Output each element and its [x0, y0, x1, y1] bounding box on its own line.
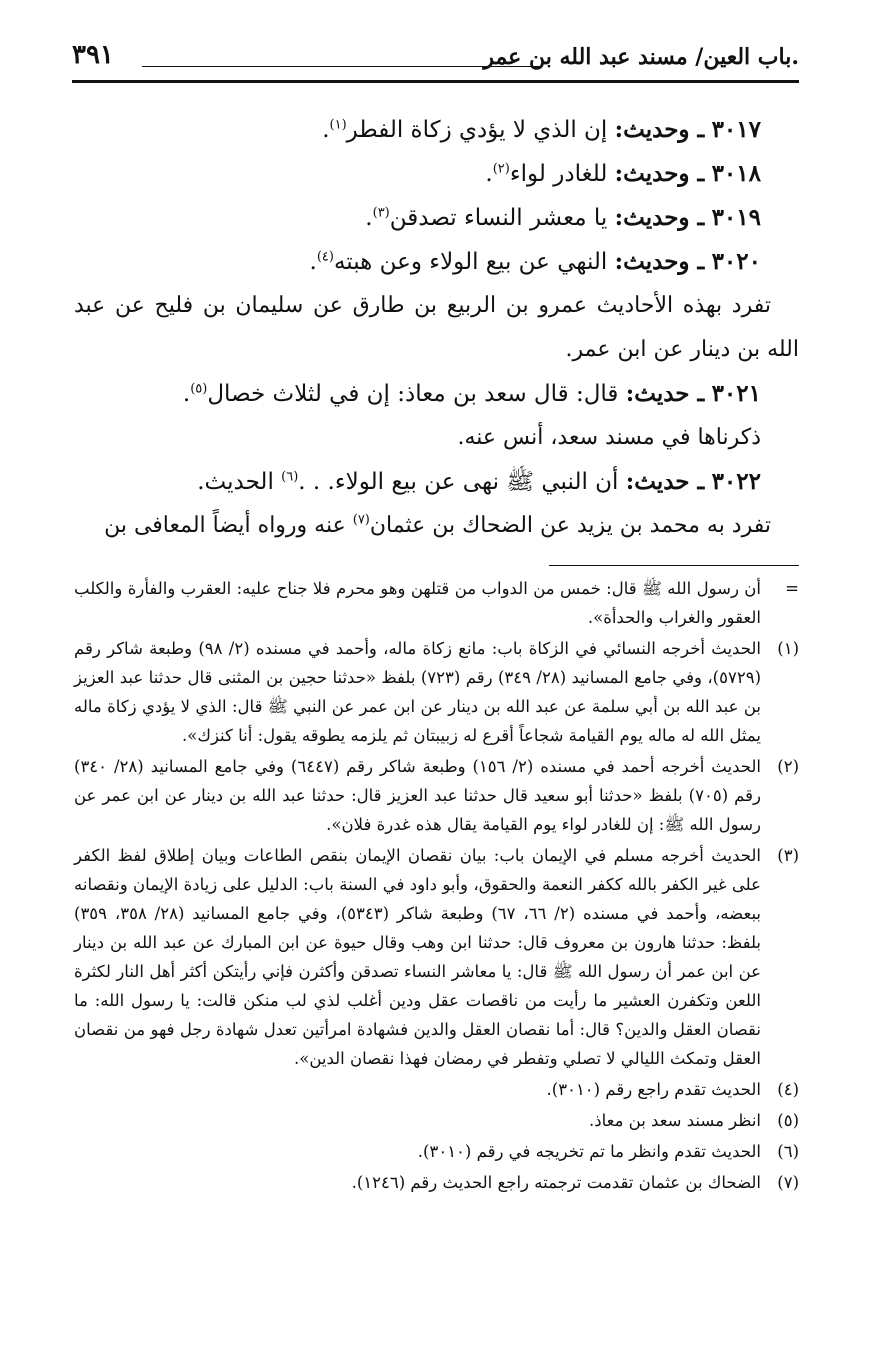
footnote-text: الحديث أخرجه أحمد في مسنده (٢/ ١٥٦) وطبعة شاكر رقم (٦٤٤٧) وفي جامع المسانيد (٢٨/ ٣٤٠) رقم (٧٠٥) بلفظ «حدثنا أبو سعيد قال حدثنا عبد العزيز قال: حدثنا عبد الله بن دينار عن ابن عمر عن رسول الله ﷺ: إن للغادر لواء يوم القيامة يقال هذه غدرة فلان».: [74, 757, 761, 834]
footnote: [74, 1137, 799, 1166]
footnote-ref: (١): [329, 117, 347, 133]
hadith-text: للغادر لواء: [509, 161, 608, 187]
hadith-text-end: الحديث.: [197, 469, 274, 495]
hadith-entry: [74, 108, 799, 152]
footnote-separator: [549, 565, 799, 566]
main-text: [74, 108, 799, 548]
footnote: [74, 574, 799, 632]
hadith-entry: [74, 152, 799, 196]
hadith-label: ـ وحديث:: [614, 204, 705, 231]
footnote-marker: (٥): [777, 1111, 799, 1130]
footnote-ref: (٢): [492, 161, 510, 177]
hadith-entry: [74, 460, 799, 504]
footnote-ref: (٣): [372, 205, 390, 221]
footnote-marker: (٣): [777, 846, 799, 865]
commentary-paragraph: [74, 504, 799, 548]
footnote: [74, 841, 799, 1073]
footnote-marker: =: [785, 579, 799, 598]
hadith-number: ٣٠١٨: [711, 160, 761, 187]
hadith-number: ٣٠٢٠: [711, 248, 761, 275]
hadith-text: النهي عن بيع الولاء وعن هبته: [333, 249, 608, 275]
footnote-marker: (٢): [777, 757, 799, 776]
footnote-text: الحديث تقدم راجع رقم (٣٠١٠).: [546, 1080, 761, 1099]
hadith-entry: [74, 240, 799, 284]
hadith-end: .: [182, 381, 191, 407]
footnote-ref: (٥): [190, 381, 208, 397]
hadith-text: إن الذي لا يؤدي زكاة الفطر: [346, 117, 608, 143]
paragraph-text-end: عنه ورواه أيضاً المعافى بن: [104, 513, 346, 538]
footnote-text: أن رسول الله ﷺ قال: خمس من الدواب من قتلهن وهو محرم فلا جناح عليه: العقرب والفأرة والكلب العقور والغراب والحدأة».: [74, 579, 761, 627]
footnote-ref: (٧): [352, 512, 370, 528]
hadith-label: ـ وحديث:: [614, 160, 705, 187]
hadith-text: قال: قال سعد بن معاذ: إن في لثلاث خصال: [207, 381, 619, 407]
hadith-label: ـ وحديث:: [614, 248, 705, 275]
footnote-text: انظر مسند سعد بن معاذ.: [588, 1111, 761, 1130]
hadith-end: .: [365, 205, 373, 231]
footnote-marker: (٧): [777, 1173, 799, 1192]
footnote: [74, 1106, 799, 1135]
hadith-end: .: [309, 249, 317, 275]
hadith-label: ـ حديث:: [625, 468, 705, 495]
hadith-end: .: [322, 117, 330, 143]
hadith-number: ٣٠٢١: [711, 380, 761, 407]
hadith-number: ٣٠١٩: [711, 204, 761, 231]
footnote: [74, 1075, 799, 1104]
footnote-ref: (٦): [281, 469, 299, 485]
footnote-text: الحديث أخرجه مسلم في الإيمان باب: بيان نقصان الإيمان بنقص الطاعات وبيان إطلاق لفظ الكفر على غير الكفر بالله ككفر النعمة والحقوق، وأبو داود في السنة باب: الدليل على زيادة الإيمان ونقصانه ببعضه، وأحمد في مسنده (٢/ ٦٦، ٦٧) وطبعة شاكر (٥٣٤٣)، وفي جامع المسانيد (٢٨/ ٣٥٨، ٣٥٩) بلفظ: حدثنا هارون بن معروف قال: حدثنا ابن وهب وقال حيوة عن ابن المبارك عن عبد الله بن دينار عن ابن عمر أن رسول الله ﷺ قال: يا معاشر النساء تصدقن وأكثرن فإني رأيتكن أكثر أهل النار لكثرة اللعن وتكفرن العشير ما رأيت من ناقصات عقل ودين أغلب لذي لب منكن قالت: يا رسول الله: ما نقصان العقل والدين؟ قال: أما نقصان العقل والدين فشهادة امرأتين تعدل شهادة رجل فهو من نقصان العقل وتمكث الليالي لا تصلي وتفطر في رمضان فهذا نقصان الدين».: [74, 846, 762, 1068]
hadith-text: أن النبي ﷺ نهى عن بيع الولاء. . .: [298, 469, 619, 495]
footnote-text: الحديث أخرجه النسائي في الزكاة باب: مانع زكاة ماله، وأحمد في مسنده (٢/ ٩٨) وطبعة شاكر رقم (٥٧٢٩)، وفي جامع المسانيد (٢٨/ ٣٤٩) رقم (٧٢٣) بلفظ «حدثنا حجين بن المثنى قال حدثنا عبد العزيز بن عبد الله بن أبي سلمة عن عبد الله بن دينار عن ابن عمر عن النبي ﷺ قال: الذي لا يؤدي زكاة ماله يمثل الله له ماله يوم القيامة شجاعاً أقرع له زبيبتان ثم يلزمه يطوقه يقول: أنا كنزك».: [74, 639, 761, 745]
header-rule: [142, 66, 543, 67]
commentary-paragraph: ذكرناها في مسند سعد، أنس عنه.: [457, 425, 761, 450]
footnotes: [74, 574, 799, 1199]
footnote-text: الضحاك بن عثمان تقدمت ترجمته راجع الحديث رقم (١٢٤٦).: [351, 1173, 761, 1192]
footnote-text: الحديث تقدم وانظر ما تم تخريجه في رقم (٣٠١٠).: [417, 1142, 761, 1161]
hadith-entry: [74, 372, 799, 416]
page-header: [72, 36, 799, 83]
hadith-label: ـ حديث:: [625, 380, 705, 407]
paragraph-text: تفرد به محمد بن يزيد عن الضحاك بن عثمان: [369, 513, 771, 538]
footnote: [74, 1168, 799, 1197]
footnote-marker: (١): [777, 639, 799, 658]
hadith-end: .: [485, 161, 493, 187]
hadith-entry: [74, 196, 799, 240]
footnote: [74, 752, 799, 839]
hadith-number: ٣٠٢٢: [711, 468, 761, 495]
footnote-marker: (٦): [777, 1142, 799, 1161]
page-number: ٣٩١: [72, 40, 114, 70]
footnote-ref: (٤): [316, 249, 334, 265]
footnote-marker: (٤): [777, 1080, 799, 1099]
footnote: [74, 634, 799, 750]
hadith-text: يا معشر النساء تصدقن: [389, 205, 608, 231]
hadith-label: ـ وحديث:: [614, 116, 705, 143]
commentary-paragraph: تفرد بهذه الأحاديث عمرو بن الربيع بن طارق عن سليمان بن فليح عن عبد الله بن دينار عن ابن عمر.: [74, 293, 799, 362]
chapter-title: .باب العين/ مسند عبد الله بن عمر: [483, 44, 799, 70]
hadith-number: ٣٠١٧: [711, 116, 761, 143]
